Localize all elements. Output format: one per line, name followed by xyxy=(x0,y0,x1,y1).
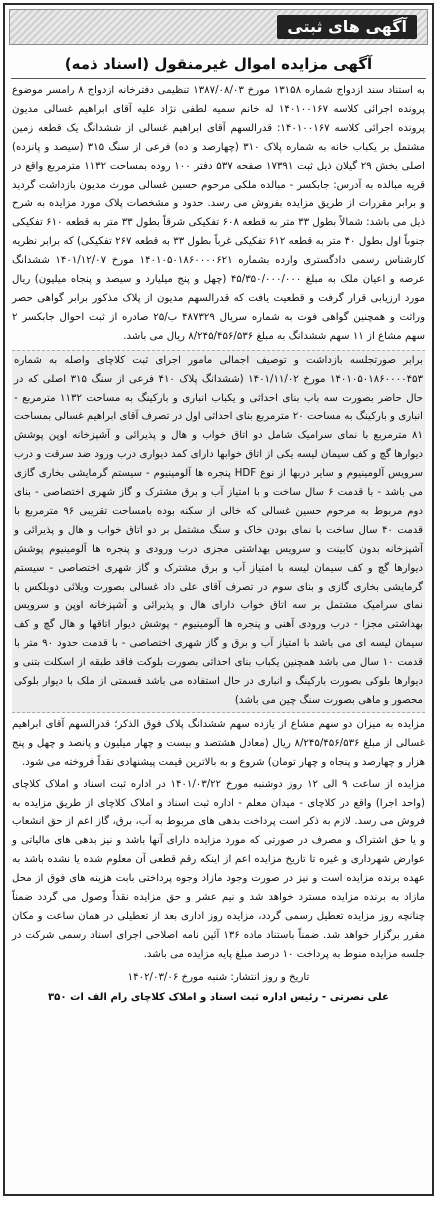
banner-label: آگهی های ثبتی xyxy=(277,15,417,39)
notice-paragraph-3: مزایده به میزان دو سهم مشاع از یازده سهم ششدانگ پلاک فوق الذکر؛ قدرالسهم آقای ابراهیم غسالی از مبلغ ۸/۲۴۵/۴۵۶/۵۳۶ ریال (معادل هشتصد و بیست و چهار میلیون و پانصد و چهل و پنج هزار و چهارصد و پنجاه و چهار تومان) شروع و به بالاترین قیمت پیشنهادی نقداً فروخته می شود. xyxy=(12,718,426,768)
notice-title: آگهی مزایده اموال غیرمنقول (اسناد ذمه) xyxy=(11,53,426,79)
publish-date: تاریخ و روز انتشار: شنبه مورخ ۱۴۰۲/۰۳/۰۶ xyxy=(127,971,310,983)
notice-paragraph-2: برابر صورتجلسه بازداشت و توصیف اجمالی مامور اجرای ثبت کلاچای واصله به شماره ۱۴۰۱۰۵۰۱۸۶۰۰۰۰۴۵۳ مورخ ۱۴۰۱/۱۱/۰۲ (ششدانگ پلاک ۴۱۰ فرعی از سنگ ۳۱۵ اصلی که در حال حاضر بصورت سه باب بنای احداثی و یکباب انباری و بارکینگ به مساحت ۱۱۳۲ مترمربع - انباری و بارکینگ به مساحت ۲۰ مترمربع بنای احداثی اول در تصرف آقای ابراهیم غسالی بمساحت ۸۱ مترمربع با نمای سرامیک شامل دو اتاق خواب و هال و پذیرائی و آشپزخانه اوپن پوشش دیوارها گچ و کف سیمان لیسه یکی از اتاق خوابها دارای کمد دیواری درب ورود ضد سرقت و درب سرویس آلومینیوم و سایر دربها از نوع HDF پنجره ها آلومینیوم - سیستم گرمایشی بخاری گازی می باشد - با قدمت ۶ سال ساخت و با امتیاز آب و برق مشترک و گاز شهری اختصاصی - بنای دوم مربوط به مرحوم حسین غسالی که خالی از سکنه بوده بامساحت تقریبی ۹۶ مترمربع با قدمت ۴۰ سال ساخت با نمای بودن خاک و سنگ مشتمل بر دو اتاق خواب و هال و پذیرائی و آشپزخانه بدون کابینت و سرویس بهداشتی مجزی درب ورودی و پنجره ها آلومینیوم پوشش دیوارها گچ و کف سیمان لیسه با امتیاز آب و برق مشترک و گاز شهری اختصاصی - سیستم گرمایشی بخاری گازی و بنای سوم در تصرف آقای علی داد غسالی بصورت ویلائی دوبلکس با نمای سرامیک مشتمل بر سه اتاق خواب دارای هال و پذیرائی و آشپزخانه اوپن و سرویس بهداشتی مجزا - درب ورودی آهنی و پنجره ها آلومینیوم - پوشش دیوار اتاقها و هال گچ و کف سیمان لیسه ای می باشد با امتیاز آب و برق و گاز شهری اختصاصی - با قدمت حدود ۹۰ متر با قدمت ۱۰ سال می باشد همچنین یکباب بنای احداثی بصورت بلوکت فاقد طبقه از اسکلت بتنی و دیوارها بلوکی بصورت بارکینگ و انباری در حال استفاده می باشد قسمتی از ملک با دیوار بلوکی محصور و ماهی بصورت سنگ چین می باشد) xyxy=(12,350,425,713)
section-banner xyxy=(9,9,428,45)
notice-paragraph-4: مزایده از ساعت ۹ الی ۱۲ روز دوشنبه مورخ ۱۴۰۱/۰۳/۲۲ در اداره ثبت اسناد و املاک کلاچای (واحد اجرا) واقع در کلاچای - میدان معلم - اداره ثبت اسناد و املاک کلاچای از طریق مزایده به فروش می رسد. لازم به ذکر است پرداخت بدهی های مربوط به آب، برق، گاز اعم از حق انشعاب و یا حق اشتراک و مصرف در صورتی که مورد مزایده دارای آنها باشد و نیز بدهی های مالیاتی و عوارض شهرداری و غیره تا تاریخ مزایده اعم از اینکه رقم قطعی آن معلوم شده یا نشده باشد به عهده برنده مزایده است و نیز در صورت وجود مازاد وجوه پرداختی بابت هزینه های فوق از محل مازاد به برنده مزایده مسترد خواهد شد و نیم عشر و حق مزایده نقداً وصول می گردد ضمناً چنانچه روز مزایده تعطیل رسمی گردد، مزایده روز اداری بعد از تعطیلی در همان ساعت و مکان مقرر برگزار خواهد شد. ضمناً باستناد ماده ۱۳۶ آئین نامه اصلاحی اجرای اسناد رسمی شرکت در جلسه مزایده منوط به پرداخت ۱۰ درصد مبلغ پایه مزایده می باشد. xyxy=(12,778,426,960)
signature-line: علی نصرتی - رئیس اداره ثبت اسناد و املاک کلاچای رام الف ات ۳۵۰ xyxy=(47,991,390,1003)
notice-paragraph-1: به استناد سند ازدواج شماره ۱۳۱۵۸ مورخ ۱۳۸۷/۰۸/۰۳ تنظیمی دفترخانه ازدواج ۸ رامسر موضوع پرونده اجرائی کلاسه ۱۴۰۱۰۰۱۶۷ له خانم سمیه لطفی نژاد علیه آقای ابراهیم غسالی مدیون پرونده اجرائی کلاسه ۱۴۰۱۰۰۱۶۷: قدرالسهم آقای ابراهیم غسالی از ششدانگ یک قطعه زمین مشتمل بر یکباب خانه به شماره پلاک ۳۱۰ (چهارصد و ده) فرعی از سنگ ۳۱۵ (سیصد و پانزده) اصلی بخش ۲۹ گیلان ذیل ثبت ۱۷۳۹۱ صفحه ۵۳۷ دفتر ۱۰۰ روده بمساحت ۱۱۳۲ مترمربع واقع در قریه مبالده به آدرس: جابکسر - مبالده ملکی مرحوم حسین غسالی مورث مدیون بازداشت گردید و برابر مقررات از طریق مزایده بفروش می رسد. حدود و مشخصات پلاک مورد مزایده به شرح ذیل می باشد: شمالاً بطول ۳۳ متر به قطعه ۶۰۸ تفکیکی شرقاً بطول ۳۳ متر به قطعه ۶۱۰ تفکیکی جنوباً اول بطول ۴۰ متر به قطعه ۶۱۲ تفکیکی غرباً بطول ۳۳ به قطعه ۲۶۷ تفکیکی) که برابر نظریه کارشناس رسمی دادگستری وارده بشماره ۱۴۰۱۰۵۰۱۸۶۰۰۰۰۶۲۱ مورخ ۱۴۰۱/۱۲/۰۷ ششدانگ عرصه و اعیان ملک به مبلغ ۴۵/۳۵۰/۰۰۰/۰۰۰ (چهل و پنج میلیارد و سیصد و پنجاه میلیون) ریال مورد ارزیابی قرار گرفت و قطعیت یافت که قدرالسهم مدیون از پلاک مذکور برابر گواهی حصر وراثت و همچنین گواهی فوت به شماره سریال ۴۸۷۳۲۹ ب/۲۵ صادره از ثبت احوال جابکسر ۲ سهم مشاع از ۱۱ سهم ششدانگ به مبلغ ۸/۲۴۵/۴۵۶/۵۳۶ ریال می باشد. xyxy=(12,85,426,342)
notice-frame xyxy=(3,3,434,1196)
